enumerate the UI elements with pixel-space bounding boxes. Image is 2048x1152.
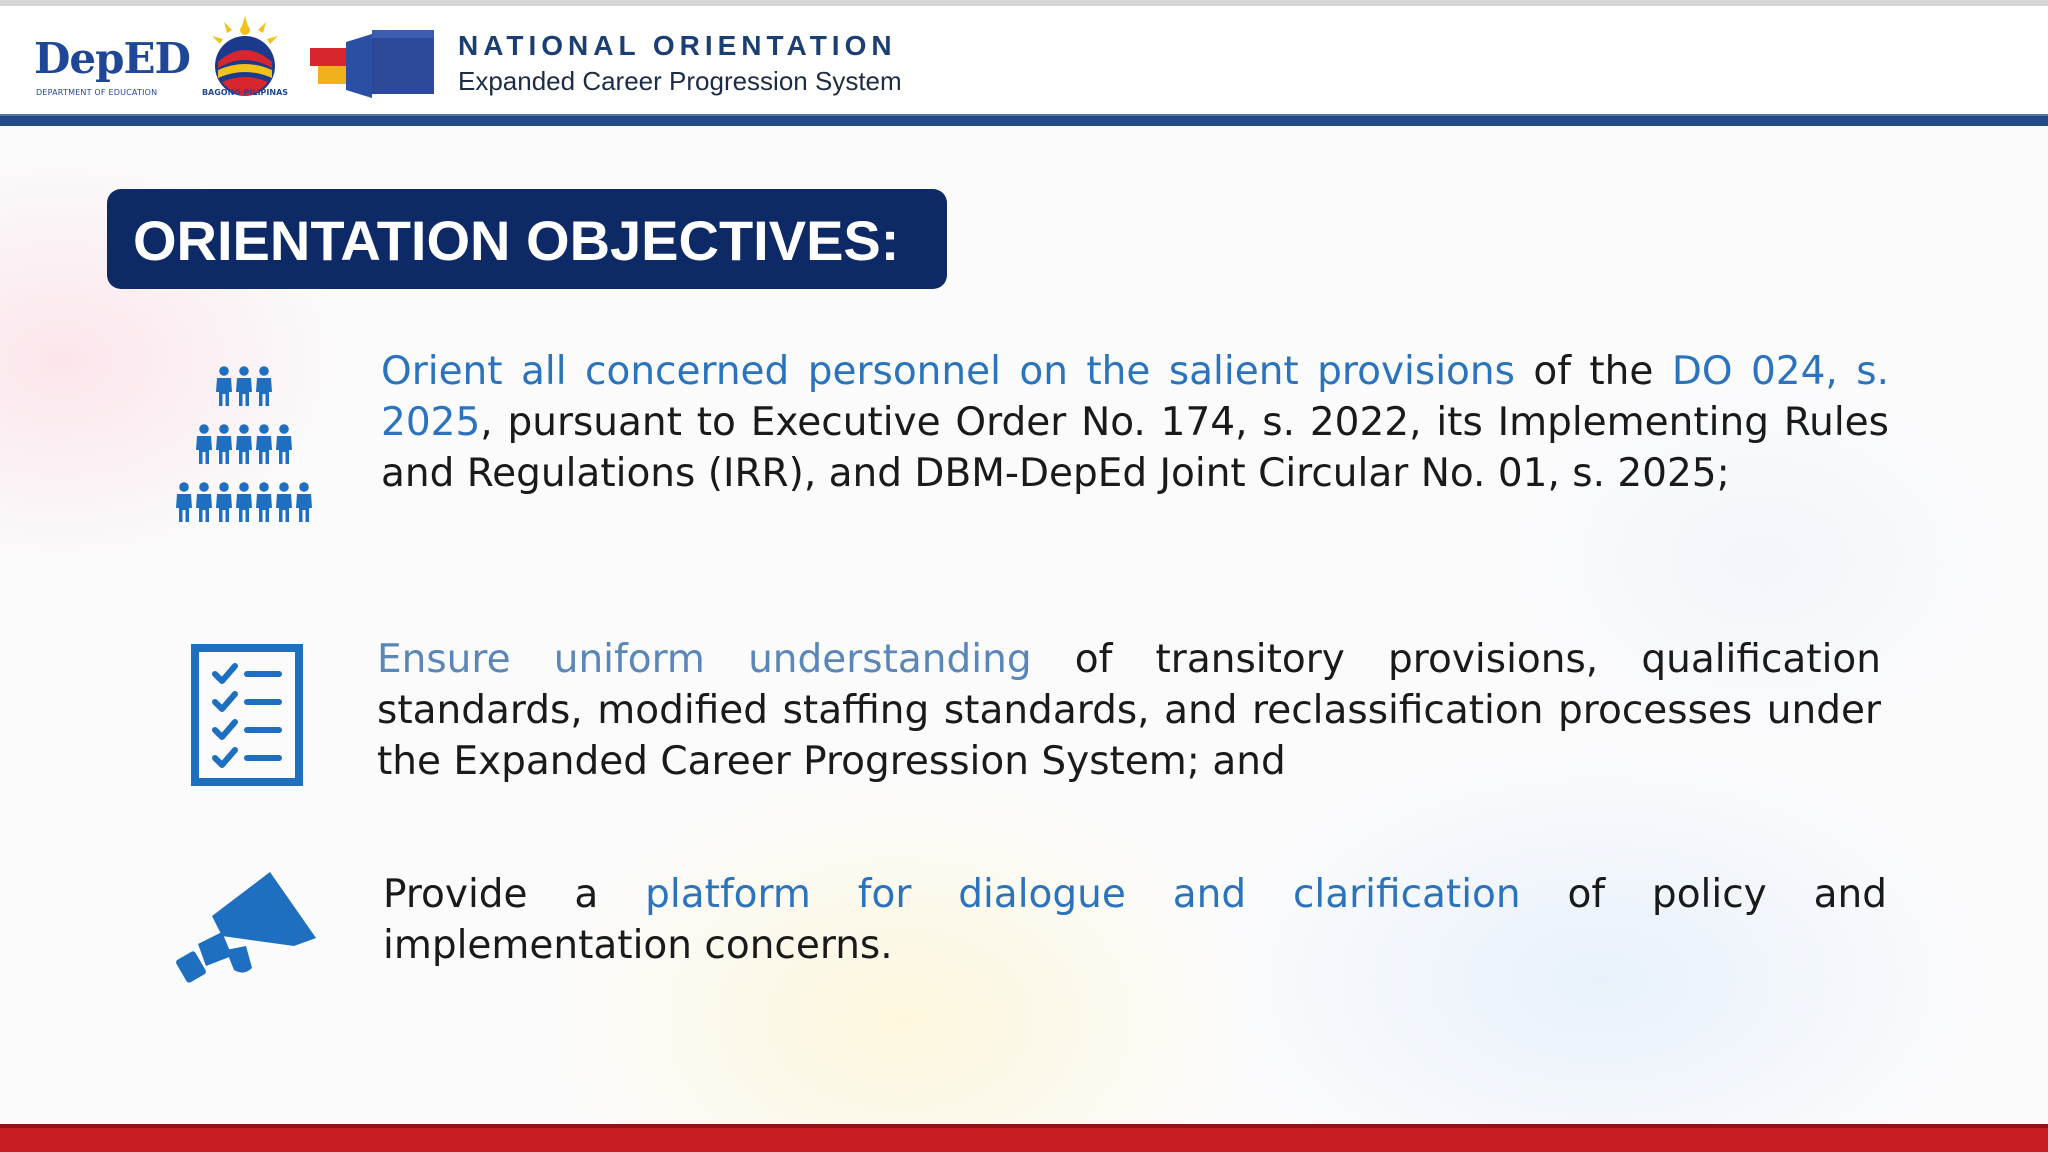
checklist-icon <box>191 644 303 786</box>
megaphone-icon <box>174 870 320 990</box>
deped-logo <box>34 30 190 102</box>
objective-3-text <box>383 869 1887 971</box>
header-subtitle: Expanded Career Progression System <box>458 66 902 96</box>
objective-1-do-reference: DO 024, s. 2025 <box>381 349 1889 445</box>
objective-3-highlight: platform for dialogue and clarification <box>645 872 1521 917</box>
header-title: NATIONAL ORIENTATION <box>458 30 897 61</box>
section-heading: ORIENTATION OBJECTIVES: <box>133 209 900 272</box>
objective-2-highlight: Ensure uniform understanding <box>377 637 1032 682</box>
deped-logo-wordmark: DepED <box>34 34 190 83</box>
section-banner <box>107 189 947 289</box>
people-pyramid-icon <box>174 362 320 536</box>
objective-2-text <box>377 634 1881 787</box>
deped-logo-subtext: DEPARTMENT OF EDUCATION <box>36 88 158 97</box>
objective-3-text-part: Provide a <box>383 872 646 917</box>
header-title-block <box>458 30 902 97</box>
objective-3-text-part: of policy and implementation concerns. <box>383 872 1887 968</box>
objective-1-text-part: of the <box>1514 349 1672 394</box>
footer-bar <box>0 1128 2048 1152</box>
objective-2-text-part: of transitory provisions, qualification standards, modified staffing standards, and reclassification processes under the Expanded Career Progression System; and <box>377 637 1882 784</box>
header-rule <box>0 114 2048 126</box>
ecps-logo <box>308 28 436 100</box>
objective-1-text-part: , pursuant to Executive Order No. 174, s. 2022, its Implementing Rules and Regulations (IRR), and DBM-DepEd Joint Circular No. 01, s. 2025; <box>381 400 1889 496</box>
bagong-pilipinas-label: BAGONG PILIPINAS <box>201 88 289 97</box>
objective-1-text <box>381 346 1889 499</box>
objective-1-highlight: Orient all concerned personnel on the salient provisions <box>381 349 1515 394</box>
